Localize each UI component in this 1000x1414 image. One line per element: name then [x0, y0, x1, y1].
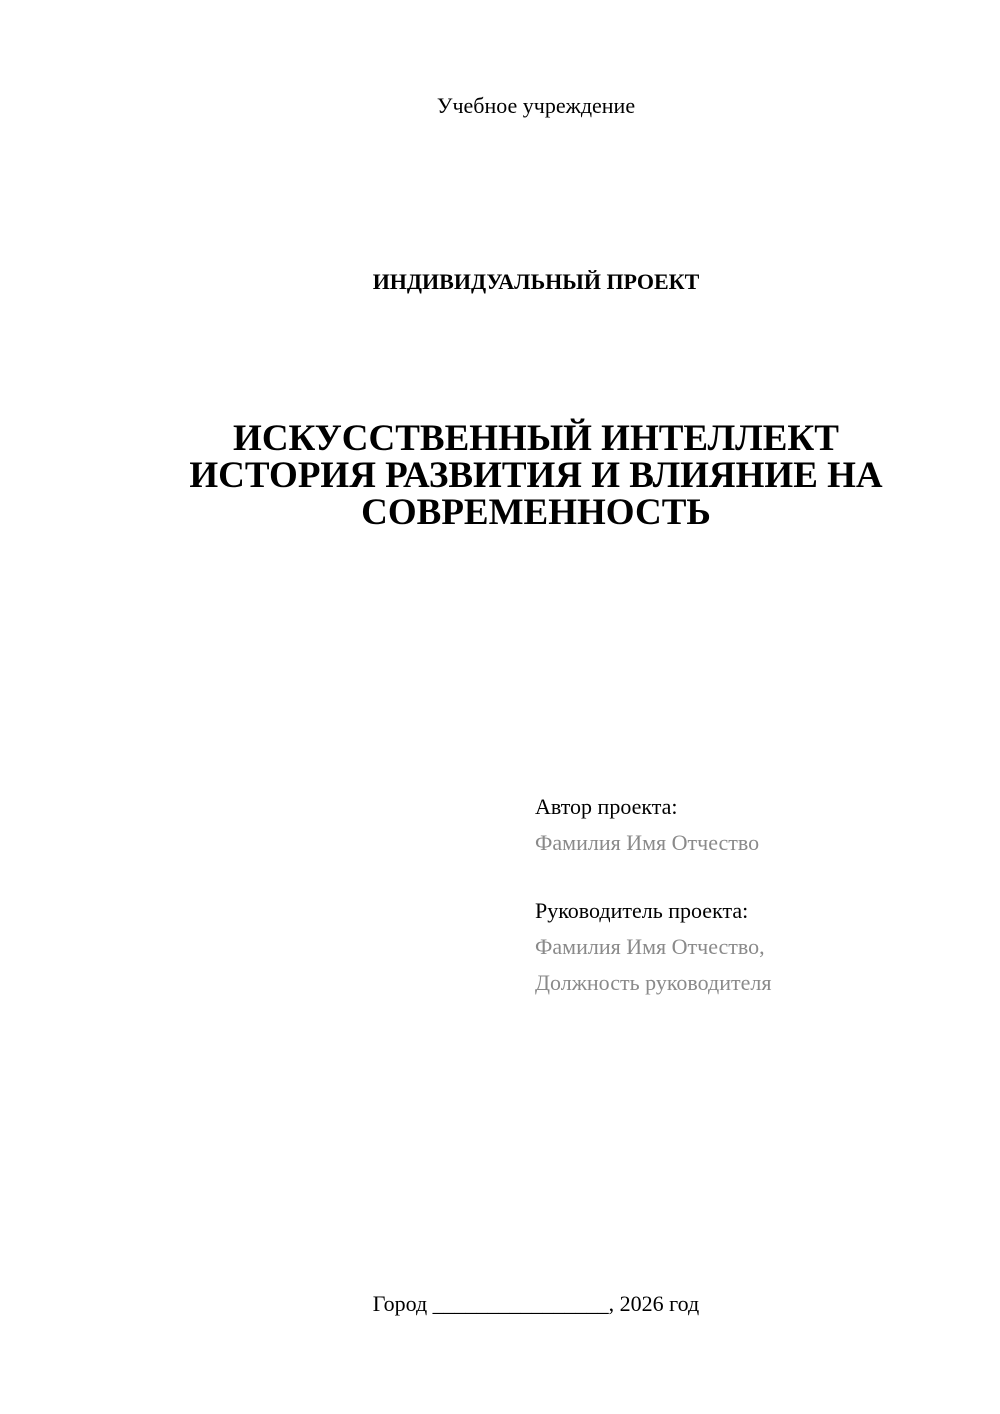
- city-year-footer: Город ________________, 2026 год: [372, 1291, 700, 1316]
- supervisor-name: Фамилия Имя Отчество,: [535, 934, 765, 959]
- project-title: [0, 420, 1000, 531]
- author-label: Автор проекта:: [535, 794, 678, 819]
- supervisor-label: Руководитель проекта:: [535, 898, 749, 923]
- institution-name: Учебное учреждение: [436, 93, 636, 118]
- credits-spacer: [535, 861, 975, 893]
- supervisor-position: Должность руководителя: [535, 970, 772, 995]
- project-title-line-3: СОВРЕМЕННОСТЬ: [361, 492, 711, 533]
- project-title-line-2: ИСТОРИЯ РАЗВИТИЯ И ВЛИЯНИЕ НА: [189, 455, 883, 496]
- project-title-line-1: ИСКУССТВЕННЫЙ ИНТЕЛЛЕКТ: [233, 418, 839, 459]
- author-name: Фамилия Имя Отчество: [535, 830, 760, 855]
- project-type-heading: ИНДИВИДУАЛЬНЫЙ ПРОЕКТ: [372, 269, 700, 294]
- project-credits: [535, 789, 975, 1001]
